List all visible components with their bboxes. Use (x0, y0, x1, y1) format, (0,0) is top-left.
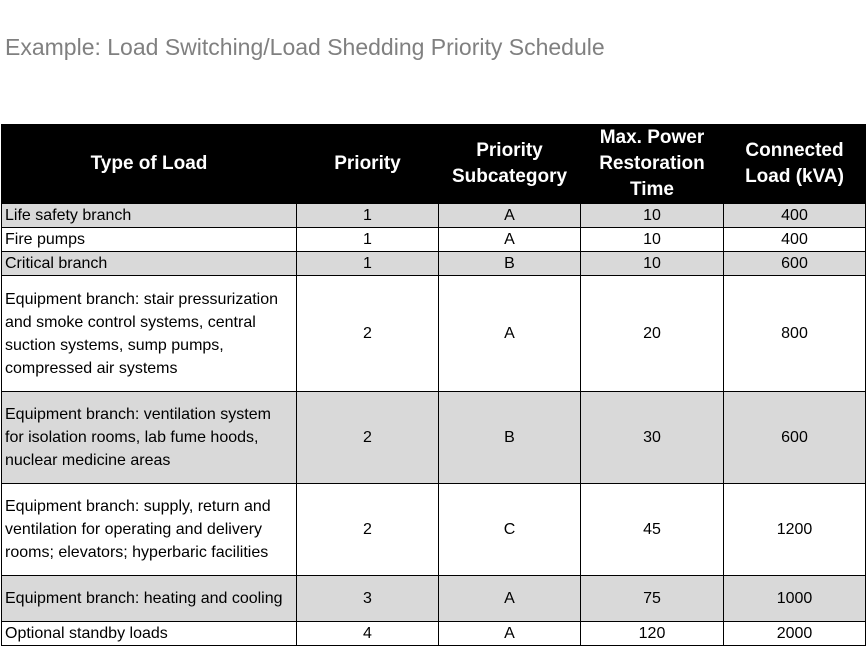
table-row (2, 276, 866, 392)
cell-subcategory: A (439, 228, 581, 252)
header-priority-subcategory: Priority Subcategory (439, 125, 581, 204)
cell-priority: 1 (297, 228, 439, 252)
cell-type-of-load: Equipment branch: supply, return and ventilation for operating and delivery rooms; elevators; hyperbaric facilities (2, 484, 297, 576)
header-connected-load: Connected Load (kVA) (724, 125, 866, 204)
header-priority: Priority (297, 125, 439, 204)
cell-type-of-load: Fire pumps (2, 228, 297, 252)
cell-connected-load: 600 (724, 392, 866, 484)
table-row (2, 228, 866, 252)
cell-type-of-load: Equipment branch: ventilation system for isolation rooms, lab fume hoods, nuclear medicine areas (2, 392, 297, 484)
cell-priority: 4 (297, 622, 439, 646)
cell-restoration-time: 120 (581, 622, 724, 646)
table-row (2, 576, 866, 622)
cell-connected-load: 1000 (724, 576, 866, 622)
cell-subcategory: A (439, 204, 581, 228)
cell-connected-load: 800 (724, 276, 866, 392)
cell-type-of-load: Equipment branch: stair pressurization and smoke control systems, central suction systems, sump pumps, compressed air systems (2, 276, 297, 392)
cell-restoration-time: 45 (581, 484, 724, 576)
cell-priority: 3 (297, 576, 439, 622)
cell-restoration-time: 10 (581, 228, 724, 252)
cell-restoration-time: 30 (581, 392, 724, 484)
cell-connected-load: 2000 (724, 622, 866, 646)
cell-restoration-time: 10 (581, 252, 724, 276)
cell-priority: 1 (297, 252, 439, 276)
cell-subcategory: B (439, 392, 581, 484)
table-row (2, 392, 866, 484)
cell-connected-load: 600 (724, 252, 866, 276)
table-row (2, 622, 866, 646)
cell-priority: 2 (297, 276, 439, 392)
header-max-restoration-time: Max. Power Restoration Time (581, 125, 724, 204)
cell-connected-load: 400 (724, 228, 866, 252)
cell-type-of-load: Critical branch (2, 252, 297, 276)
cell-restoration-time: 10 (581, 204, 724, 228)
page-title: Example: Load Switching/Load Shedding Priority Schedule (5, 34, 605, 60)
table-row (2, 204, 866, 228)
cell-subcategory: C (439, 484, 581, 576)
cell-subcategory: A (439, 276, 581, 392)
cell-connected-load: 400 (724, 204, 866, 228)
table-header-row (2, 125, 866, 204)
cell-type-of-load: Equipment branch: heating and cooling (2, 576, 297, 622)
header-type-of-load: Type of Load (2, 125, 297, 204)
table-row (2, 484, 866, 576)
cell-subcategory: B (439, 252, 581, 276)
cell-subcategory: A (439, 622, 581, 646)
cell-priority: 1 (297, 204, 439, 228)
cell-restoration-time: 20 (581, 276, 724, 392)
cell-connected-load: 1200 (724, 484, 866, 576)
cell-type-of-load: Life safety branch (2, 204, 297, 228)
priority-schedule-table (1, 124, 866, 646)
table-row (2, 252, 866, 276)
cell-subcategory: A (439, 576, 581, 622)
cell-restoration-time: 75 (581, 576, 724, 622)
cell-priority: 2 (297, 484, 439, 576)
cell-priority: 2 (297, 392, 439, 484)
cell-type-of-load: Optional standby loads (2, 622, 297, 646)
